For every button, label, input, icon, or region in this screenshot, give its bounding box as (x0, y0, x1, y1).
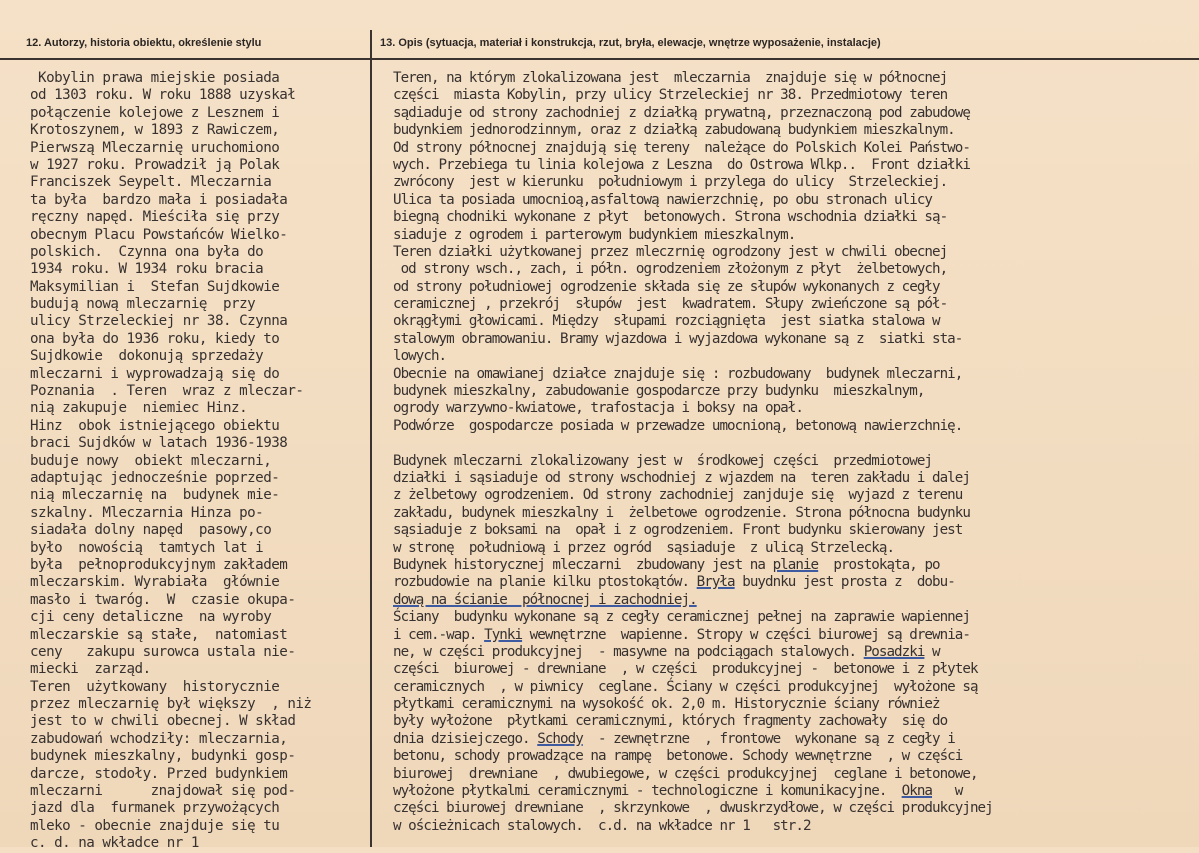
history-text-line: buduje nowy obiekt mleczarni, (30, 452, 272, 469)
history-text-line: siadała dolny napęd pasowy,co (30, 522, 272, 539)
description-text-line: ne, w części produkcyjnej - masywne na podciągach stalowych. Posadzki w (393, 643, 940, 660)
description-text-line: w ościeżnicach stalowych. c.d. na wkładce nr 1 str.2 (393, 817, 811, 834)
history-text-line: nią mleczarnię na budynek mie- (30, 487, 280, 504)
description-text-line: Ulica ta posiada umocnioą,asfaltową nawierzchnię, po obu stronach ulicy (393, 191, 933, 208)
history-text-line: była pełnoprodukcyjnym zakładem (30, 556, 288, 573)
history-text-line: jest to w chwili obecnej. W skład (30, 713, 296, 730)
history-text-line: braci Sujdków w latach 1936-1938 (30, 435, 288, 452)
history-text-line: c. d. na wkładce nr 1 (30, 835, 199, 852)
description-text-line: Od strony północnej znajdują się tereny należące do Polskich Kolei Państwo- (393, 139, 970, 156)
history-text-line: Teren użytkowany historycznie (30, 678, 280, 695)
history-text-line: Sujdkowie dokonują sprzedaży (30, 348, 264, 365)
underlined-term: planie (772, 556, 819, 573)
history-text-line: polskich. Czynna ona była do (30, 243, 264, 260)
description-text-line: sąsiaduje z boksami na opał i z ogrodzeniem. Front budynku skierowany jest (393, 522, 963, 539)
history-text-line: mleczarni i wyprowadzają się do (30, 365, 280, 382)
underlined-term: dową na ścianie północnej i zachodniej. (393, 591, 697, 608)
history-text-line: adaptując jednocześnie poprzed- (30, 469, 280, 486)
history-text-line: darcze, stodoły. Przed budynkiem (30, 765, 288, 782)
history-text-line: Hinz obok istniejącego obiektu (30, 417, 280, 434)
history-text-line: ręczny napęd. Mieściła się przy (30, 209, 280, 226)
history-text-line: mleczarskie są stałe, natomiast (30, 626, 288, 643)
description-text-line: ceramicznych , w piwnicy ceglane. Ściany w części produkcyjnej wyłożone są (393, 678, 978, 695)
description-text-line: biurowej drewniane , dwubiegowe, w części produkcyjnej ceglane i betonowe, (393, 765, 978, 782)
section-12-title: 12. Autorzy, historia obiektu, określenie stylu (26, 37, 262, 49)
description-text-line: zwrócony jest w kierunku południowym i przylega do ulicy Strzeleckiej. (393, 174, 948, 191)
history-text-line: ceny zakupu surowca ustala nie- (30, 643, 296, 660)
history-text-line: 1934 roku. W 1934 roku bracia (30, 261, 264, 278)
history-column (30, 70, 368, 853)
underlined-term: Okna (901, 783, 933, 800)
description-text-line: Budynek mleczarni zlokalizowany jest w środkowej części przedmiotowej (393, 452, 933, 469)
description-text-line: budynkiem jednorodzinnym, oraz z działką zabudowaną budynkiem mieszkalnym. (393, 122, 955, 139)
description-text-line: były wyłożone płytkami ceramicznymi, których fragmenty zachowały się do (393, 713, 948, 730)
description-text-line: okrągłymi głowicami. Między słupami rozciągnięta jest siatka stalowa w (393, 313, 940, 330)
description-text-line: zakładu, budynek mieszkalny i żelbetowe ogrodzenie. Strona północna budynku (393, 504, 970, 521)
description-text-line: Ściany budynku wykonane są z cegły ceramicznej pełnej na zaprawie wapiennej (393, 609, 970, 626)
history-text-line: budynek mieszkalny, budynki gosp- (30, 748, 296, 765)
description-text-line: części biurowej - drewniane , w części produkcyjnej - betonowe i z płytek (393, 661, 978, 678)
description-text-line: i cem.-wap. Tynki wewnętrzne wapienne. Stropy w części biurowej są drewnia- (393, 626, 970, 643)
underlined-term: Bryła (696, 574, 735, 591)
history-text-line: mleko - obecnie znajduje się tu (30, 817, 280, 834)
paragraph-gap (393, 435, 1193, 452)
history-text-line: szkalny. Mleczarnia Hinza po- (30, 504, 264, 521)
description-text-line (393, 592, 1193, 609)
description-text-line: w stronę południową i przez ogród sąsiaduje z ulicą Strzelecką. (393, 539, 895, 556)
description-text-line: ceramicznej , przekrój słupów jest kwadratem. Słupy zwieńczone są pół- (393, 296, 948, 313)
history-text-line: obecnym Placu Powstańców Wielko- (30, 226, 288, 243)
history-text-line: jazd dla furmanek przywożących (30, 800, 280, 817)
description-text-line: Podwórze gospodarcze posiada w przewadze umocnioną, betonową nawierzchnię. (393, 417, 963, 434)
history-text-line: Kobylin prawa miejskie posiada (30, 70, 280, 86)
description-text-line: od strony wsch., zach, i półn. ogrodzeniem złożonym z płyt żelbetowych, (393, 261, 948, 278)
history-text-line: mleczarni znajdował się pod- (30, 783, 296, 800)
history-text-line: przez mleczarnię był większy , niż (30, 696, 312, 713)
underlined-term: Schody (537, 730, 583, 747)
description-text-line: od strony południowej ogrodzenie składa się ze słupów wykonanych z cegły (393, 278, 940, 295)
description-text-line: dnia dzisiejczego. Schody - zewnętrzne , frontowe wykonane są z cegły i (393, 730, 955, 747)
history-text-line: budują nową mleczarnię przy (30, 296, 256, 313)
history-text-line: w 1927 roku. Prowadził ją Polak (30, 156, 280, 173)
history-text-line: Poznania . Teren wraz z mleczar- (30, 383, 304, 400)
column-divider (370, 30, 372, 847)
description-text-line: z żelbetowy ogrodzeniem. Od strony zachodniej zanjduje się wyjazd z terenu (393, 487, 963, 504)
history-text-line: od 1303 roku. W roku 1888 uzyskał (30, 87, 296, 104)
description-text-line: wyłożone płytkalmi ceramicznymi - technologiczne i komunikacyjne. Okna w (393, 783, 963, 800)
underlined-term: Posadzki (863, 643, 925, 660)
description-text-line: lowych. (393, 348, 447, 365)
underlined-term: Tynki (484, 626, 523, 643)
description-text-line: wych. Przebiega tu linia kolejowa z Leszna do Ostrowa Wlkp.. Front działki (393, 156, 970, 173)
history-text-line: było nowością tamtych lat i (30, 539, 264, 556)
description-text-line: siaduje z ogrodem i parterowym budynkiem mieszkalnym. (393, 226, 796, 243)
description-text-line: betonu, schody prowadzące na rampę betonowe. Schody wewnętrzne , w części (393, 748, 963, 765)
history-text-line: mleczarskim. Wyrabiała głównie (30, 574, 280, 591)
history-text-line: połączenie kolejowe z Lesznem i (30, 104, 280, 121)
description-text-line: budynek mieszkalny, zabudowanie gospodarcze przy budynku mieszkalnym, (393, 383, 925, 400)
header-rule (0, 58, 1199, 60)
history-text-line: miecki zarząd. (30, 661, 151, 678)
description-text-line: Obecnie na omawianej działce znajduje się : rozbudowany budynek mleczarni, (393, 365, 963, 382)
description-text-line: części miasta Kobylin, przy ulicy Strzeleckiej nr 38. Przedmiotowy teren (393, 87, 948, 104)
description-text-line: Teren działki użytkowanej przez mleczrnię ogrodzony jest w chwili obecnej (393, 243, 948, 260)
history-text-line: Pierwszą Mleczarnię uruchomiono (30, 139, 280, 156)
description-text-line: Budynek historycznej mleczarni zbudowany jest na planie prostokąta, po (393, 556, 940, 573)
description-text-line: rozbudowie na planie kilku ptostokątów. Bryła buydnku jest prosta z dobu- (393, 574, 955, 591)
history-text-line: Franciszek Seypelt. Mleczarnia (30, 174, 272, 191)
history-text-line: ta była bardzo mała i posiadała (30, 191, 288, 208)
description-text-line: działki i sąsiaduje od strony wschodniej z wjazdem na teren zakładu i dalej (393, 469, 970, 486)
section-13-title: 13. Opis (sytuacja, materiał i konstrukcja, rzut, bryła, elewacje, wnętrze wyposażenie, instalacje) (380, 37, 881, 49)
description-text-line: płytkami ceramicznymi na wysokość ok. 2,0 m. Historycznie ściany również (393, 696, 940, 713)
history-text-line: nią zakupuje niemiec Hinz. (30, 400, 248, 417)
history-text-line: zabudowań wchodziły: mleczarnia, (30, 730, 288, 747)
description-text-line: stalowym obramowaniu. Bramy wjazdowa i wyjazdowa wykonane są z siatki sta- (393, 330, 963, 347)
description-text-line: części biurowej drewniane , skrzynkowe , dwuskrzydłowe, w części produkcyjnej (393, 800, 993, 817)
description-text-line: biegną chodniki wykonane z płyt betonowych. Strona wschodnia działki są- (393, 209, 948, 226)
description-column (393, 70, 1193, 835)
history-text-line: ulicy Strzeleckiej nr 38. Czynna (30, 313, 288, 330)
history-text-line: cji ceny detaliczne na wyroby (30, 609, 272, 626)
history-text-line: masło i twaróg. W czasie okupa- (30, 591, 296, 608)
history-text-line: Krotoszynem, w 1893 z Rawiczem, (30, 122, 280, 139)
description-text-line: sądiaduje od strony zachodniej z działką prywatną, przeznaczoną pod zabudowę (393, 104, 970, 121)
description-text-line: Teren, na którym zlokalizowana jest mleczarnia znajduje się w północnej (393, 70, 948, 86)
history-text-line: Maksymilian i Stefan Sujdkowie (30, 278, 280, 295)
history-text-line: ona była do 1936 roku, kiedy to (30, 330, 280, 347)
description-text-line: ogrody warzywno-kwiatowe, trafostacja i boksy na opał. (393, 400, 803, 417)
